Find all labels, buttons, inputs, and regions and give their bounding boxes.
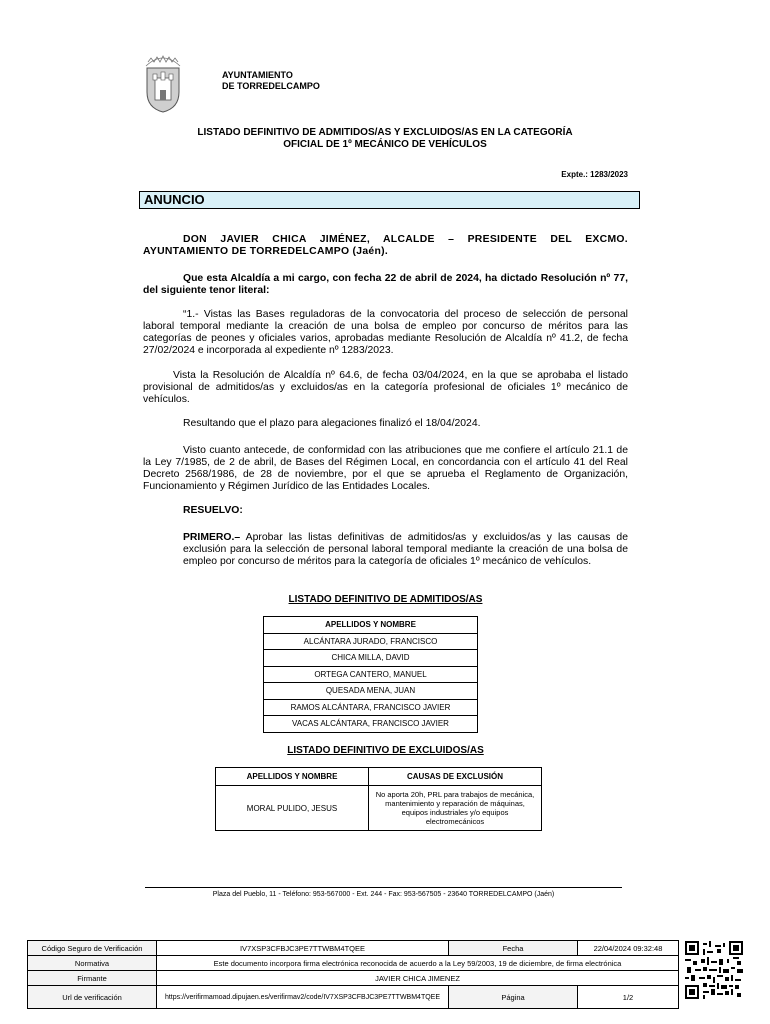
table-row: RAMOS ALCÁNTARA, FRANCISCO JAVIER bbox=[264, 699, 478, 716]
anuncio-banner: ANUNCIO bbox=[139, 191, 640, 209]
paragraph-plazo: Resultando que el plazo para alegaciones finalizó el 18/04/2024. bbox=[183, 418, 481, 429]
footer-address: Plaza del Pueblo, 11 - Teléfono: 953-567000 - Ext. 244 - Fax: 953-567505 - 23640 TORREDELCAMPO (Jaén) bbox=[212, 891, 555, 898]
url-value[interactable]: https://verifirmamoad.dipujaen.es/verifirmav2/code/IV7XSP3CFBJC3PE7TTWBM4TQEE bbox=[157, 986, 449, 1009]
organization-name bbox=[222, 70, 320, 92]
pagina-value: 1/2 bbox=[578, 986, 679, 1009]
table-row: ORTEGA CANTERO, MANUEL bbox=[264, 666, 478, 683]
csv-label: Código Seguro de Verificación bbox=[28, 941, 157, 956]
firmante-label: Firmante bbox=[28, 971, 157, 986]
paragraph-vista: Vista la Resolución de Alcaldía nº 64.6, de fecha 03/04/2024, en la que se aprobaba el listado provisional de admitidos/as y excluidos/as en la categoría profesional de oficiales 1º mecánico de vehículos. bbox=[143, 370, 628, 405]
footer-divider bbox=[145, 887, 622, 888]
paragraph-visto: Visto cuanto antecede, de conformidad con las atribuciones que me confiere el artículo 21.1 de la Ley 7/1985, de 2 de abril, de Bases del Régimen Local, en concordancia con el artículo 41 del Real Decreto 2568/1986, de 28 de noviembre, por el que se aprueba el Reglamento de Organización, Funcionamiento y Régimen Jurídico de las Entidades Locales. bbox=[143, 445, 628, 492]
coat-of-arms-logo bbox=[138, 52, 188, 114]
excluidos-col-name: APELLIDOS Y NOMBRE bbox=[216, 768, 369, 786]
expediente-number: Expte.: 1283/2023 bbox=[561, 170, 628, 179]
admitidos-title: LISTADO DEFINITIVO DE ADMITIDOS/AS bbox=[288, 594, 483, 605]
url-label: Url de verificación bbox=[28, 986, 157, 1009]
signature-verification-table bbox=[27, 940, 679, 1009]
primero-text: Aprobar las listas definitivas de admitidos/as y excluidos/as y las causas de exclusión para la selección de personal laboral temporal mediante la creación de una bolsa de empleo por concurso de méritos para la categoría de oficiales 1º mecánico de vehículos. bbox=[183, 532, 628, 567]
resuelvo-heading: RESUELVO: bbox=[183, 505, 243, 516]
table-row: VACAS ALCÁNTARA, FRANCISCO JAVIER bbox=[264, 716, 478, 733]
paragraph-mayor: DON JAVIER CHICA JIMÉNEZ, ALCALDE – PRESIDENTE DEL EXCMO. AYUNTAMIENTO DE TORREDELCAMPO (Jaén). bbox=[143, 234, 628, 257]
primero-label: PRIMERO.– bbox=[183, 532, 241, 543]
title-line-1: LISTADO DEFINITIVO DE ADMITIDOS/AS Y EXCLUIDOS/AS EN LA CATEGORÍA bbox=[197, 127, 573, 138]
normativa-label: Normativa bbox=[28, 956, 157, 971]
excluidos-table bbox=[215, 767, 542, 831]
admitidos-header: APELLIDOS Y NOMBRE bbox=[264, 617, 478, 634]
org-line-1: AYUNTAMIENTO bbox=[222, 70, 293, 80]
pagina-label: Página bbox=[449, 986, 578, 1009]
qr-code-icon bbox=[685, 941, 743, 999]
excluidos-title: LISTADO DEFINITIVO DE EXCLUIDOS/AS bbox=[287, 745, 484, 756]
excluido-cause: No aporta 20h, PRL para trabajos de mecánica, mantenimiento y reparación de máquinas, equipos industriales y/o equipos electromecánicos bbox=[369, 786, 542, 831]
table-row: QUESADA MENA, JUAN bbox=[264, 683, 478, 700]
fecha-value: 22/04/2024 09:32:48 bbox=[578, 941, 679, 956]
paragraph-primero bbox=[183, 532, 628, 568]
title-line-2: OFICIAL DE 1º MECÁNICO DE VEHÍCULOS bbox=[283, 139, 487, 150]
paragraph-resolution: Que esta Alcaldía a mi cargo, con fecha 22 de abril de 2024, ha dictado Resolución nº 77, del siguiente tenor literal: bbox=[143, 273, 628, 296]
org-line-2: DE TORREDELCAMPO bbox=[222, 81, 320, 91]
excluidos-col-cause: CAUSAS DE EXCLUSIÓN bbox=[369, 768, 542, 786]
table-row: CHICA MILLA, DAVID bbox=[264, 650, 478, 667]
admitidos-table bbox=[263, 616, 478, 733]
fecha-label: Fecha bbox=[449, 941, 578, 956]
excluido-name: MORAL PULIDO, JESUS bbox=[216, 786, 369, 831]
paragraph-bases: “1.- Vistas las Bases reguladoras de la convocatoria del proceso de selección de personal laboral temporal mediante la creación de una bolsa de empleo por concurso de méritos para las categorías de peones y oficiales varios, aprobadas mediante Resolución de Alcaldía nº 41.2, de fecha 27/02/2024 e incorporada al expediente nº 1283/2023. bbox=[143, 309, 628, 356]
table-row: ALCÁNTARA JURADO, FRANCISCO bbox=[264, 633, 478, 650]
document-title bbox=[140, 127, 630, 151]
firmante-value: JAVIER CHICA JIMENEZ bbox=[157, 971, 679, 986]
normativa-value: Este documento incorpora firma electrónica reconocida de acuerdo a la Ley 59/2003, 19 de diciembre, de firma electrónica bbox=[157, 956, 679, 971]
csv-value: IV7XSP3CFBJC3PE7TTWBM4TQEE bbox=[157, 941, 449, 956]
